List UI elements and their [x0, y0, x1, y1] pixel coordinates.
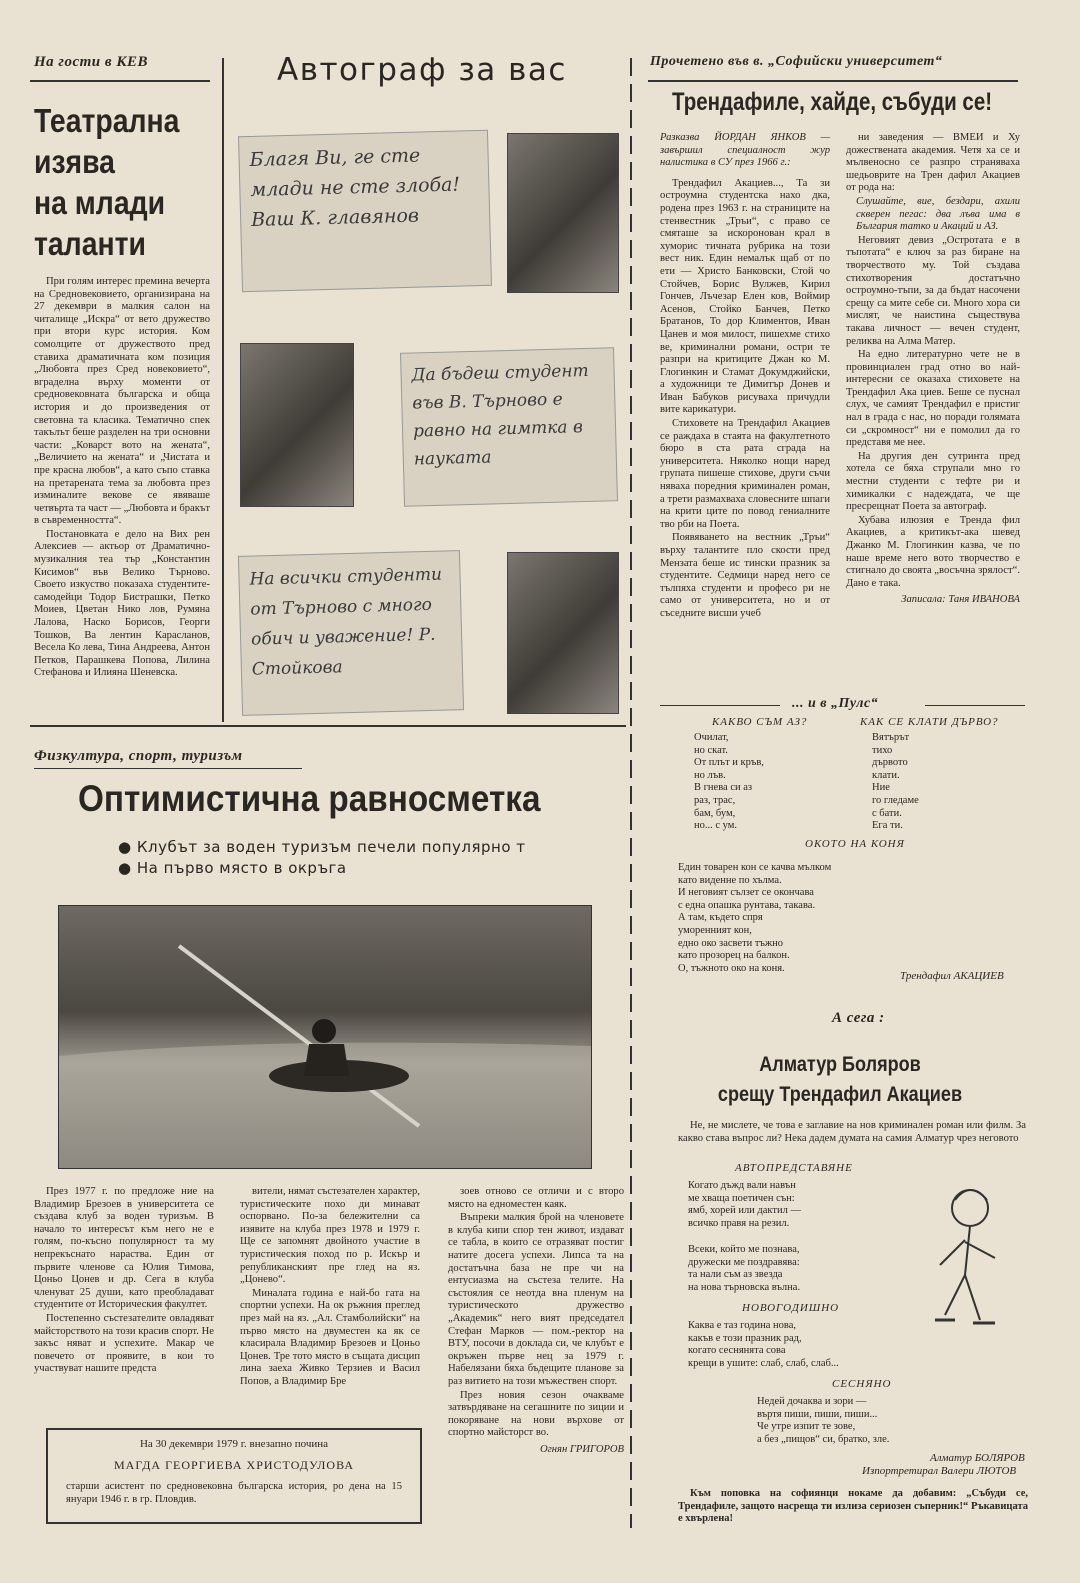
obituary-box — [46, 1428, 422, 1524]
sport-bullet: ● Клубът за воден туризъм печели популярно т — [118, 838, 526, 856]
article-lead: Разказва ЙОРДАН ЯНКОВ — завършил специалност жур налистика в СУ през 1966 г.: — [660, 132, 830, 169]
obituary-text: старши асистент по средновековна българска история, ро дена на 15 януари 1946 г. в гр. Пловдив. — [66, 1481, 402, 1505]
headline-line: таланти — [34, 225, 146, 262]
poem-title: НОВОГОДИШНО — [742, 1302, 840, 1314]
headline-line: срещу Трендафил Акациев — [717, 1083, 963, 1106]
autograph-note-1: Благя Ви, ге сте млади не сте злоба! Ваш К. главянов — [238, 130, 492, 292]
left-article-body — [34, 276, 210, 681]
poem-body: Очилат, но скат. От плът и кръв, но лъв. В гнева си аз раз, трас, бам, бум, но... с ум. — [694, 732, 764, 832]
paragraph: Миналата година е най-бо гата на спортни успехи. На ок ръжния преглед през май на яз. „Ал. Стамболийски“ на първо място на двуместен ка як се класирала Владимир Брезоев и Цоньо Цонев. Тре тото място в същата дисцип лина заеха Живко Терзиев и Васил Попов, а Владимир Бре — [240, 1287, 420, 1387]
bullet-text: Клубът за воден туризъм печели популярно т — [136, 838, 526, 856]
sega-intro — [678, 1120, 1026, 1146]
sport-kicker: Физкултура, спорт, туризъм — [34, 748, 243, 764]
poem-body: Всеки, който ме познава, дружески ме поздравява: та нали съм аз звезда на нова търновска вълна. — [688, 1244, 801, 1293]
autograph-note-2: Да бъдеш студент във В. Търново е равно на гимтка в науката — [400, 347, 618, 507]
paragraph: На едно литературно чете не в провинциален град отно во най-интересни се оказаха стиховете на Трендафил Ака циев. Беше се пуснал слух, че самият Трендафил е пристиг нал в града с нас, но поради голямата си „скромност“ ни е помолил да го представя ме нее. — [846, 349, 1020, 449]
portrait-photo-2 — [240, 343, 354, 507]
poem-title: СЕСНЯНО — [832, 1378, 892, 1390]
paragraph: ни заведения — ВМЕИ и Ху дожествената академия. Четя ха се и мълвенoсно се разпро страняваха шедьоврите на Трен дафил Акациев от рода на: — [846, 132, 1020, 194]
paragraph: Неговият девиз „Остротата е в тъпотата“ е ключ за раз биране на творчеството му. Той създава стихотворения достатъчно остроумно-тъпи, за да бъдат насочени срещу са мите себе си. Много хора си мислят, че наистина съществува такава личност — вечен студент, реликва на Алма Матер. — [846, 234, 1020, 347]
sport-col2 — [240, 1186, 420, 1390]
kicker-rule-right — [648, 80, 1018, 82]
paragraph: На другия ден сутринта пред хотела се бяха струпали мно го местни студенти с тефте ри и химикалки с надеждата, че ще пресрещнат Поета за автограф. — [846, 450, 1020, 513]
obituary-line: На 30 декември 1979 г. внезапно почина — [139, 1438, 329, 1450]
poem-title: ОКОТО НА КОНЯ — [805, 838, 905, 850]
paragraph: Трендафил Акациев..., Та зи остроумна студентска нахо дка, родена през 1963 г. на страниците на стенвестник „Тръи“, с право се смяташе за искоронован крал в хумориc тичната рубрика на този вест ник. Един немалък щаб от по ети — Христо Банковски, Стой чо Стойчев, Борис Вулжев, Кирил Гончев, Лъчезар Елен ков, Воймир Асенов, Стойко Банчев, Петко Братанов, То дор Климентов, Иван Цанев и моя милост, пишехме стихо ве, криминални романи, остри те разпри на критиците Джан ко М. Глогинкин и Стамат Докумджийски, а художници те Димитър Донев и Иван Бабуков рисуваха причудли вите карикатури. — [660, 177, 830, 416]
obituary-name: МАГДА ГЕОРГИЕВА ХРИСТОДУЛОВА — [114, 1458, 354, 1472]
right-headline: Трендафиле, хайде, събуди се! — [672, 88, 993, 116]
autograph-title: Автограф за вас — [277, 52, 567, 88]
article-signature: Записала: Таня ИВАНОВА — [901, 594, 1020, 606]
autograph-note-3: На всички студенти от Търново с много обич и уважение! Р. Стойкова — [238, 550, 464, 716]
paragraph: Появяването на вестник „Тръи“ върху талантите пло скости пред Мензата беше ис тински празник за студентите. Седмици наред него се тълпяха студенти и професо ри не само от университета, но и от съседните висши учеб — [660, 532, 830, 619]
poem-title: КАК СЕ КЛАТИ ДЪРВО? — [860, 716, 999, 728]
poem-body: Вятърът тихо дървото клати. Ние го гледаме с бати. Ега ти. — [872, 732, 919, 832]
left-kicker: На гости в КЕВ — [34, 54, 149, 70]
headline-line: Театрална — [34, 102, 180, 139]
illustrator-credit: Изпортретирал Валери ЛЮТОВ — [862, 1465, 1017, 1477]
caricature-drawing — [915, 1180, 1015, 1330]
paragraph: Постановката е дело на Вих рен Алексиев — актьор от Драматично-музикалния теа тър „Константин Кисимов“ във Велико Търново. Своето изкуство показаха студентите-самодейци Тодор Бистрашки, Петко Моиев, Цветан Нико лов, Румяна Лалова, Наско Борисов, Георги Тошков, Ва лентин Карасланов, Весела Ко лева, Тина Андреева, Антон Петков, Парашкева Попова, Лилина Стефанова и Илияна Шеневска. — [34, 528, 210, 679]
paragraph: При голям интерес премина вечерта на Средновековието, организирана на 27 декември в малкия салон на читалище „Искра“ от вето дружество при втори курс история. Ком сомолците от дружеството пред ставиха драматичната ком позиция „Любовта през Сред новековието“, вграделна върху моменти от средновековната българска и обща история и до произведения от световна та класика. Тематично спек такълът беше разделен на три основни части: „Коварст вото на жената“, „Величието на жената“ и „Чистата и пре красна любов“, а като съпо ставка на претарената тема за любовта през изминалите векове се явяваше четвърта та част — „Любовта и бракът в съвременността“. — [34, 276, 210, 527]
sport-bullet: ● На първо място в окръга — [118, 859, 347, 877]
poem-body: Недей дочаква и зори — въртя пиши, пиши, пиши... Че утре изпит те зове, а без „пищов“ си, братко, зле. — [757, 1396, 890, 1445]
headline-line: изява — [34, 143, 115, 180]
poem-signature: Алматур БОЛЯРОВ — [930, 1452, 1025, 1464]
poem-signature: Трендафил АКАЦИЕВ — [900, 970, 1004, 982]
sport-headline: Оптимистична равносметка — [78, 778, 541, 819]
sport-col3 — [448, 1186, 624, 1457]
paragraph: Стиховете на Трендафил Акациев се раждаха в стаята на факултетното бюро в ста рата сграда на университета. Няколко нощи наред групата пишеше стихове, други съчи няваха поредния криминален роман, а трети размахваха словесните шпаги на крити ците по повод гениалните тво рби на Поета. — [660, 418, 830, 530]
paragraph: Постепенно състезателите овладяват майсторството на този красив спорт. Не закъс няват и успехите. Макар че повечето от проявите, в кои то участвуват нашите предста — [34, 1312, 214, 1375]
poem-body: Един товарен кон се качва мълком като виденне по хълма. И неговият сълзет се окончава с една опашка рунтава, такава. А там, където спря уморенният кон, едно око засвети тъжно като прозорец на балкон. О, тъжното око на коня. — [678, 862, 832, 974]
right-article-col2 — [846, 132, 1020, 608]
sport-col1 — [34, 1186, 214, 1377]
sport-kicker-rule — [34, 768, 302, 769]
headline-line: Алматур Боляров — [759, 1053, 921, 1076]
section-rule — [30, 725, 626, 727]
puls-kicker: ... и в „Пулс“ — [792, 696, 879, 711]
sega-outro — [678, 1488, 1028, 1527]
paragraph: През новия сезон очакваме затвърдяване на сегашните по зиции и покоряване на нови върхове от спортно майсторст во. — [448, 1389, 624, 1439]
column-rule-left — [222, 58, 224, 722]
portrait-photo-3 — [507, 552, 619, 714]
article-signature: Огнян ГРИГОРОВ — [539, 1443, 624, 1455]
headline-line: на млади — [34, 184, 166, 221]
left-headline — [34, 100, 179, 264]
poem-title: АВТОПРЕДСТАВЯНЕ — [735, 1162, 853, 1174]
puls-rule-left — [660, 705, 780, 706]
kayak-photo — [58, 905, 592, 1169]
puls-rule-right — [925, 705, 1025, 706]
quoted-verse: Слушайте, вие, бездари, ахили скверен пегас: два лъва има в България татко и Акаций и АЗ. — [856, 195, 1020, 233]
portrait-photo-1 — [507, 133, 619, 293]
kicker-rule-left — [30, 80, 210, 82]
paragraph: Хубава илюзия е Тренда фил Акациев, а критикът-ака шевед Джанко М. Глогинкин казва, че по наше време него вото творчество е стигнало до своята „восъчна зрялост“. Дано е така. — [846, 514, 1020, 589]
poem-title: КАКВО СЪМ АЗ? — [712, 716, 808, 728]
poem-body: Когато дъжд вали навън ме хваща поетичен сън: ямб, хорей или дактил — всичко правя на резил. — [688, 1180, 801, 1229]
paragraph: Към поповка на софиянци нокаме да добавим: „Събуди се, Трендафиле, защото насреща ти излиза сериозен съперник!“ Ръкавицата е хвърлена! — [678, 1488, 1028, 1525]
paragraph: Не, не мислете, че това е заглавие на нов криминален роман или филм. За какво става въпрос ли? Нека дадем думата на самия Алматур чрез неговото — [678, 1120, 1026, 1144]
paragraph: През 1977 г. по предложе ние на Владимир Брезоев в университета се създава клуб за воден туризъм. В начало то интересът към него не е голям, по-късно популярност та му непрекъснато нараства. Един от първите членове са Юлия Тимова, Цоньо Цонев и др. Сега в клуба членуват 25 души, като преобладават студентите от Историческия факултет. — [34, 1186, 214, 1311]
poem-body: Каква е таз година нова, какъв е този празник рад, когато сеснянята сова крещи в ушите: слаб, слаб, слаб... — [688, 1320, 839, 1369]
bullet-text: На първо място в окръга — [136, 859, 347, 877]
paragraph: вители, нямат състезателен характер, туристическите похо ди минават оспорвано. По-за бележителни са изявите на клуба през 1978 и 1979 г. Ще се запомнят двойното участие в туристическия поход по р. Искър и републиканският пре глед на яз. „Цонево“. — [240, 1186, 420, 1286]
right-kicker: Прочетено във в. „Софийски университет“ — [650, 54, 943, 69]
sega-kicker: А сега : — [832, 1010, 885, 1026]
paragraph: Въпреки малкия брой на членовете в клуба кипи спор тен живот, издават се табла, в които се отразяват постиг натите досега успехи. Липса та на достатъчна база не пре чи на ентусиазма на състеза телите. На състоялия се неотда вна пленум на туристическото дружество „Академик“ него вият председател Стефан Марков — пом.-ректор на ВТУ, посочи в доклада си, че клубът е окръжен първе нец за 1979 г. Набелязани бяха бъдещите планове за раз витието на този мъжествен спорт. — [448, 1212, 624, 1387]
right-article-col1 — [660, 132, 830, 622]
paragraph: зоев отново се отличи и с второ място на едноместен каяк. — [448, 1186, 624, 1210]
sega-headline — [685, 1050, 995, 1110]
column-rule-center — [630, 58, 632, 1528]
